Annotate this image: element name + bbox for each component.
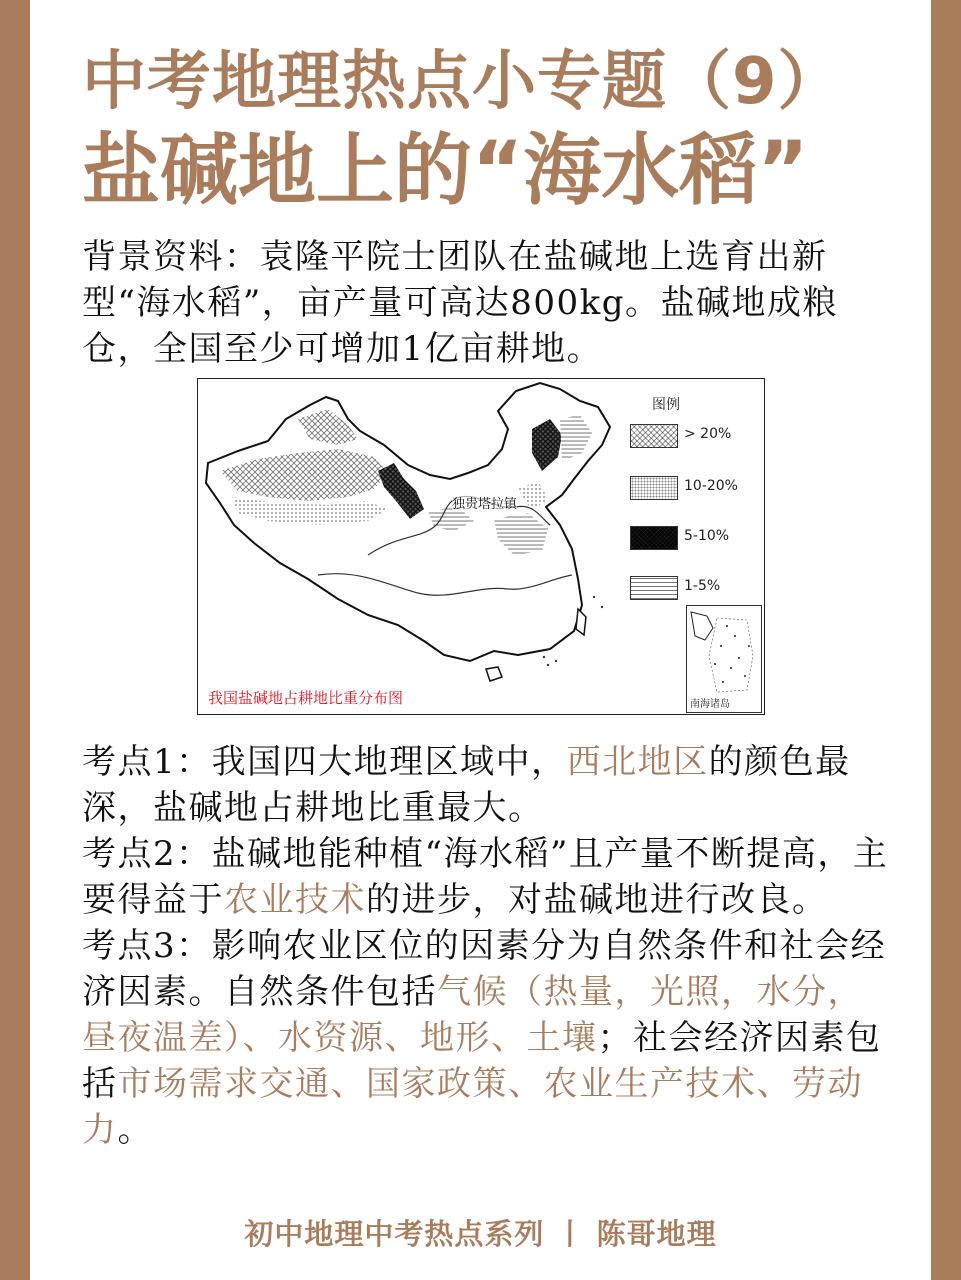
legend-label: > 20%	[684, 426, 732, 442]
legend-label: 5-10%	[684, 528, 730, 544]
taiwan-island	[576, 609, 586, 635]
map-caption: 我国盐碱地占耕地比重分布图	[208, 689, 404, 707]
legend-swatch	[630, 476, 678, 500]
legend-swatch	[630, 526, 678, 550]
legend-item-over-20	[630, 424, 750, 448]
point-text: 考点1：我国四大地理区域中，	[82, 742, 567, 782]
point-text: 考点2：盐碱地能种植“海水稻”且产量不断提高，主要得益于	[82, 834, 889, 920]
point-text: 的颜色最深，盐碱地占耕地比重最大。	[82, 742, 851, 828]
legend-label: 10-20%	[684, 478, 738, 494]
highlight-text: 西北地区	[566, 742, 709, 782]
saline-land-map	[197, 378, 765, 715]
south-china-sea-inset	[686, 605, 762, 713]
highlight-text: 市场需求交通、国家政策、农业生产技术、劳动力	[82, 1064, 863, 1150]
point-text: 。	[117, 1110, 153, 1150]
hainan-island	[486, 667, 502, 681]
legend-item-10-20	[630, 476, 750, 500]
legend-item-1-5	[630, 576, 750, 600]
legend-swatch	[630, 424, 678, 448]
legend-swatch	[630, 576, 678, 600]
inset-label: 南海诸岛	[690, 699, 730, 710]
highlight-text: 农业技术	[224, 880, 366, 920]
highlight-text: 气候（热量，光照，水分，昼夜温差）、水资源、地形、土壤	[82, 972, 863, 1058]
legend-item-5-10	[630, 526, 750, 550]
legend-title: 图例	[652, 397, 680, 413]
exam-points	[82, 739, 892, 1153]
point-text: 的进步，对盐碱地进行改良。	[366, 880, 828, 920]
town-label: 独贵塔拉镇	[452, 493, 517, 512]
point-text: ；社会经济因素包括	[82, 1018, 882, 1104]
background-text: 背景资料：袁隆平院士团队在盐碱地上选育出新型“海水稻”，亩产量可高达800kg。盐碱地成粮仓，全国至少可增加1亿亩耕地。	[82, 237, 839, 369]
exam-point-2	[82, 831, 892, 923]
exam-point-3	[82, 923, 892, 1153]
legend-label: 1-5%	[684, 578, 721, 594]
point-text: 考点3：影响农业区位的因素分为自然条件和社会经济因素。自然条件包括	[82, 926, 887, 1012]
exam-point-1	[82, 739, 892, 831]
title-line-2: 盐碱地上的“海水稻”	[82, 126, 809, 216]
title-line-1: 中考地理热点小专题（9）	[82, 45, 843, 119]
page	[30, 0, 931, 1280]
footer: 初中地理中考热点系列 丨 陈哥地理	[244, 1217, 717, 1251]
